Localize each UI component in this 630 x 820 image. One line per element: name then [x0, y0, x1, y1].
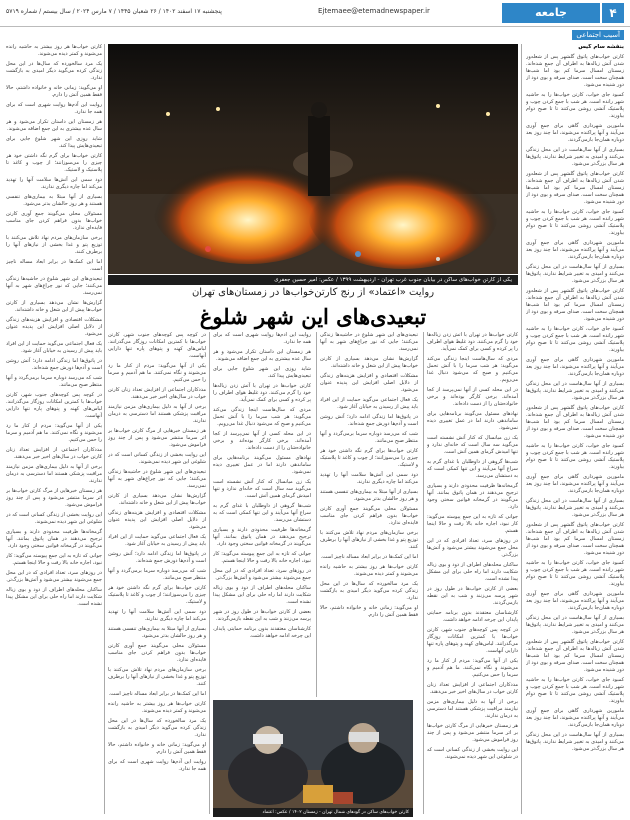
left-paragraph: گرمخانه‌ها ظرفیت محدودی دارند و بسیاری ترجیح می‌دهند در همان پاتوق بمانند. آنها می‌گویند در گرمخانه قوانین سختی وجود دارد.: [6, 529, 102, 549]
sidebar-paragraph: مامورین شهرداری گاهی برای جمع آوری می‌آیند و آنها پراکنده می‌شوند، اما چند روز بعد دوباره همان‌جا بازمی‌گردند.: [526, 474, 624, 494]
body-paragraph: او می‌گوید: زمانی خانه و خانواده داشتم، حالا فقط همین آتش را دارم.: [108, 742, 206, 755]
body-paragraph: تبعیدی‌های این شهر شلوغ در حاشیه‌ها زندگی می‌کنند؛ جایی که نور چراغ‌های شهر به آنها نمی‌رسد.: [108, 469, 206, 489]
body-paragraph: کارتن خواب‌ها در تهران با آتش زدن زباله‌ها خود را گرم می‌کنند. دود غلیظ هوای اطراف را پر کرده و کسی برای کمک نمی‌آید.: [213, 383, 311, 403]
body-paragraph: برخی سازمان‌های مردم نهاد تلاش می‌کنند با توزیع پتو و غذا بخشی از نیازهای آنها را برطرف کنند.: [320, 530, 418, 550]
sidebar-paragraph: کمبود جای خواب، کارتن خواب‌ها را به حاشیه شهر رانده است. هر شب با جمع کردن چوب و پلاستیک آتشی روشن می‌کنند تا تا صبح دوام بیاورند.: [526, 443, 624, 470]
left-paragraph: شاید روزی این شهر شلوغ جایی برای تبعیدی‌هایش پیدا کند.: [6, 136, 102, 149]
body-paragraph: شب‌ها گروهی از داوطلبان با غذای گرم به سراغ آنها می‌آیند و این تنها کمکی است که به دستشان می‌رسد.: [427, 459, 518, 479]
left-paragraph: هر زمستان این داستان تکرار می‌شود و هر سال عده بیشتری به این جمع اضافه می‌شوند.: [6, 119, 102, 132]
body-paragraph: دود سمی این آتش‌ها سلامت آنها را تهدید می‌کند اما چاره دیگری ندارند.: [320, 472, 418, 485]
body-paragraph: کارتن خواب‌ها در تهران با آتش زدن زباله‌ها خود را گرم می‌کنند. دود غلیظ هوای اطراف را پر کرده و کسی برای کمک نمی‌آید.: [427, 332, 518, 352]
dateline: پنجشنبه ۱۷ اسفند ۱۴۰۲ / ۲۶ شعبان ۱۴۴۵ / ۷ مارس ۲۰۲۴ / سال بیستم / شماره ۵۷۱۹: [6, 8, 222, 15]
body-paragraph: ساکنان محله‌های اطراف از دود و بوی زباله شکایت دارند اما راه حلی برای این مشکل پیدا نشده است.: [213, 585, 311, 605]
left-paragraph: یک فعال اجتماعی می‌گوید حمایت از این افراد باید پیش از رسیدن به خیابان آغاز شود.: [6, 341, 102, 354]
left-paragraph: جوانی که تازه به این جمع پیوسته می‌گوید: کار نبود، اجاره خانه بالا رفت و حالا اینجا هستم.: [6, 553, 102, 566]
sidebar-paragraph: بسیاری از آنها سال‌هاست در این محل زندگی می‌کنند و امیدی به تغییر شرایط ندارند. پاتوق‌ها هر سال بزرگ‌تر می‌شود.: [526, 381, 624, 401]
left-column: [6, 44, 102, 814]
sidebar-paragraph: مامورین شهرداری گاهی برای جمع آوری می‌آیند و آنها پراکنده می‌شوند، اما چند روز بعد دوباره همان‌جا بازمی‌گردند.: [526, 123, 624, 143]
body-paragraph: یکی از آنها می‌گوید: مردم از کنار ما رد می‌شوند و نگاه نمی‌کنند. ما هم آدمیم و سرما را حس می‌کنیم.: [427, 658, 518, 678]
section-title: جامعه: [502, 3, 600, 23]
sidebar-paragraph: بسیاری از آنها سال‌هاست در این محل زندگی می‌کنند و امیدی به تغییر شرایط ندارند. پاتوق‌ها هر سال بزرگ‌تر می‌شود.: [526, 732, 624, 752]
bottom-photo-caption: کارتن خواب‌های ساکن در گودهای شمال تهران - زمستان ۱۴۰۲ / عکس: اعتماد: [213, 808, 413, 817]
left-paragraph: روایت این آدم‌ها روایت شهری است که برای همه جا ندارد.: [6, 102, 102, 115]
page-number: ۴: [602, 3, 624, 23]
body-paragraph: مشکلات اقتصادی و افزایش هزینه‌های زندگی از دلایل اصلی افزایش این پدیده عنوان می‌شود.: [108, 510, 206, 530]
body-paragraph: بسیاری از آنها مبتلا به بیماری‌های تنفسی هستند و هر روز حالشان بدتر می‌شود.: [108, 626, 206, 639]
body-paragraph: شب‌ها گروهی از داوطلبان با غذای گرم به سراغ آنها می‌آیند و این تنها کمکی است که به دستشان می‌رسد.: [213, 503, 311, 523]
body-paragraph: گرمخانه‌ها ظرفیت محدودی دارند و بسیاری ترجیح می‌دهند در همان پاتوق بمانند. آنها می‌گویند در گرمخانه قوانین سختی وجود دارد.: [213, 527, 311, 547]
body-paragraph: او می‌گوید: زمانی خانه و خانواده داشتم، حالا فقط همین آتش را دارم.: [320, 605, 418, 618]
body-paragraph: در روزهای سرد، تعداد افرادی که در این محل جمع می‌شوند بیشتر می‌شود و آتش‌ها بزرگ‌تر.: [213, 568, 311, 581]
photo-caption: یکی از کارتن خواب‌های ساکن در بیابان جنوب غرب تهران - اردیبهشت ۱۳۹۹ / عکس: امیر حسین جعفری: [108, 275, 518, 285]
left-paragraph: این روایت بخشی از زندگی کسانی است که در شلوغی این شهر دیده نمی‌شوند.: [6, 512, 102, 525]
sidebar-paragraph: مامورین شهرداری گاهی برای جمع آوری می‌آیند و آنها پراکنده می‌شوند، اما چند روز بعد دوباره همان‌جا بازمی‌گردند.: [526, 240, 624, 260]
column-divider: [209, 332, 210, 814]
sidebar-paragraph: بسیاری از آنها سال‌هاست در این محل زندگی می‌کنند و امیدی به تغییر شرایط ندارند. پاتوق‌ها هر سال بزرگ‌تر می‌شود.: [526, 264, 624, 284]
left-paragraph: کارتن خواب‌ها هر روز بیشتر به حاشیه رانده می‌شوند و کمتر دیده می‌شوند.: [6, 44, 102, 57]
left-paragraph: دود سمی این آتش‌ها سلامت آنها را تهدید می‌کند اما چاره دیگری ندارند.: [6, 177, 102, 190]
body-paragraph: جوانی که تازه به این جمع پیوسته می‌گوید: کار نبود، اجاره خانه بالا رفت و حالا اینجا هستم.: [213, 551, 311, 564]
body-paragraph: برخی از آنها به دلیل بیماری‌های مزمن نیازمند مراقبت پزشکی هستند اما دسترسی به درمان ندارند.: [427, 699, 518, 719]
body-paragraph: این روایت بخشی از زندگی کسانی است که در شلوغی این شهر دیده نمی‌شوند.: [427, 747, 518, 760]
body-paragraph: مسئولان محلی می‌گویند جمع آوری کارتن خواب‌ها بدون فراهم کردن جای مناسب فایده‌ای ندارد.: [108, 643, 206, 663]
body-paragraph: گزارش‌ها نشان می‌دهد بسیاری از کارتن خواب‌ها پیش از این شغل و خانه داشته‌اند.: [320, 356, 418, 369]
body-paragraph: در پاتوق‌ها اما زندگی ادامه دارد؛ آتش روشن است و آدم‌ها دورش جمع شده‌اند.: [320, 414, 418, 427]
left-paragraph: گزارش‌ها نشان می‌دهد بسیاری از کارتن خواب‌ها پیش از این شغل و خانه داشته‌اند.: [6, 300, 102, 313]
body-paragraph: یک مرد سالخورده که سال‌ها در این محل زندگی کرده می‌گوید دیگر امیدی به بازگشت ندارد.: [320, 581, 418, 601]
left-paragraph: تبعیدی‌های این شهر شلوغ در حاشیه‌ها زندگی می‌کنند؛ جایی که نور چراغ‌های شهر به آنها نمی‌رسد.: [6, 276, 102, 296]
body-paragraph: ساکنان محله‌های اطراف از دود و بوی زباله شکایت دارند اما راه حلی برای این مشکل پیدا نشده است.: [427, 562, 518, 582]
left-paragraph: مشکلات اقتصادی و افزایش هزینه‌های زندگی از دلایل اصلی افزایش این پدیده عنوان می‌شود.: [6, 317, 102, 337]
sidebar-paragraph: مامورین شهرداری گاهی برای جمع آوری می‌آیند و آنها پراکنده می‌شوند، اما چند روز بعد دوباره همان‌جا بازمی‌گردند.: [526, 357, 624, 377]
left-paragraph: مددکاران اجتماعی از افزایش تعداد زنان کارتن خواب در سال‌های اخیر خبر می‌دهند.: [6, 447, 102, 460]
body-paragraph: مسئولان محلی می‌گویند جمع آوری کارتن خواب‌ها بدون فراهم کردن جای مناسب فایده‌ای ندارد.: [320, 506, 418, 526]
sidebar-paragraph: کارتن خواب‌های پاتوق گلشهر پس از شعله‌ور شدن آتش زباله‌ها به اطراف آن جمع شده‌اند. زمستان امسال سرما کم بود اما شب‌ها همچنان سخت است. صدای سرفه و بوی دود از دور شنیده می‌شود.: [526, 54, 624, 88]
bottom-photo: [213, 700, 413, 808]
body-paragraph: بعضی از کارتن خواب‌ها در طول روز در شهر پرسه می‌زنند و شب به این نقطه بازمی‌گردند.: [427, 586, 518, 606]
body-paragraph: اما این کمک‌ها در برابر ابعاد مساله ناچیز است.: [108, 691, 206, 697]
body-paragraph: شب که می‌رسد دوباره سرما برمی‌گردد و آنها منتظر صبح می‌مانند.: [108, 568, 206, 581]
left-paragraph: برخی از آنها به دلیل بیماری‌های مزمن نیازمند مراقبت پزشکی هستند اما دسترسی به درمان ندارند.: [6, 464, 102, 484]
left-paragraph: مسئولان محلی می‌گویند جمع آوری کارتن خواب‌ها بدون فراهم کردن جای مناسب فایده‌ای ندارد.: [6, 211, 102, 231]
body-paragraph: این روایت بخشی از زندگی کسانی است که در شلوغی این شهر دیده نمی‌شوند.: [108, 452, 206, 465]
body-paragraph: جوانی که تازه به این جمع پیوسته می‌گوید: کار نبود، اجاره خانه بالا رفت و حالا اینجا هستم.: [427, 514, 518, 534]
sidebar-paragraph: کمبود جای خواب، کارتن خواب‌ها را به حاشیه شهر رانده است. هر شب با جمع کردن چوب و پلاستیک آتشی روشن می‌کنند تا تا صبح دوام بیاورند.: [526, 677, 624, 704]
sidebar-paragraph: بسیاری از آنها سال‌هاست در این محل زندگی می‌کنند و امیدی به تغییر شرایط ندارند. پاتوق‌ها هر سال بزرگ‌تر می‌شود.: [526, 498, 624, 518]
left-paragraph: در پاتوق‌ها اما زندگی ادامه دارد؛ آتش روشن است و آدم‌ها دورش جمع شده‌اند.: [6, 358, 102, 371]
body-paragraph: کارتن خواب‌ها برای گرم نگه داشتن خود هر چیزی را می‌سوزانند؛ از چوب و کاغذ تا پلاستیک و لاستیک.: [320, 448, 418, 468]
headline-kicker: روایت «اعتماد» از رنج کارتن‌خواب‌ها در زمستان‌های تهران: [191, 287, 435, 298]
body-paragraph: یک فعال اجتماعی می‌گوید حمایت از این افراد باید پیش از رسیدن به خیابان آغاز شود.: [108, 534, 206, 547]
sidebar-paragraph: کارتن خواب‌های پاتوق گلشهر پس از شعله‌ور شدن آتش زباله‌ها به اطراف آن جمع شده‌اند. زمستان امسال سرما کم بود اما شب‌ها همچنان سخت است. صدای سرفه و بوی دود از دور شنیده می‌شود.: [526, 171, 624, 205]
left-paragraph: یک مرد سالخورده که سال‌ها در این محل زندگی کرده می‌گوید دیگر امیدی به بازگشت ندارد.: [6, 61, 102, 81]
left-paragraph: شب که می‌رسد دوباره سرما برمی‌گردد و آنها منتظر صبح می‌مانند.: [6, 375, 102, 388]
body-paragraph: در این محله کسی از آنها نمی‌پرسد از کجا آمده‌اند. برخی کارگر بوده‌اند و برخی خانواده‌شان را از دست داده‌اند.: [427, 387, 518, 407]
column-divider: [104, 44, 105, 814]
left-paragraph: کارتن خواب‌ها برای گرم نگه داشتن خود هر چیزی را می‌سوزانند؛ از چوب و کاغذ تا پلاستیک و لاستیک.: [6, 153, 102, 173]
left-paragraph: در روزهای سرد، تعداد افرادی که در این محل جمع می‌شوند بیشتر می‌شود و آتش‌ها بزرگ‌تر.: [6, 570, 102, 583]
column-divider: [423, 332, 424, 814]
sidebar-paragraph: کارتن خواب‌های پاتوق گلشهر پس از شعله‌ور شدن آتش زباله‌ها به اطراف آن جمع شده‌اند. زمستان امسال سرما کم بود اما شب‌ها همچنان سخت است. صدای سرفه و بوی دود از دور شنیده می‌شود.: [526, 522, 624, 556]
body-paragraph: بسیاری از آنها مبتلا به بیماری‌های تنفسی هستند و هر روز حالشان بدتر می‌شود.: [320, 489, 418, 502]
left-paragraph: بسیاری از آنها مبتلا به بیماری‌های تنفسی هستند و هر روز حالشان بدتر می‌شود.: [6, 194, 102, 207]
section-email[interactable]: Ejtemaee@etemadnewspaper.ir: [318, 7, 430, 15]
body-paragraph: اما این کمک‌ها در برابر ابعاد مساله ناچیز است.: [320, 554, 418, 560]
sidebar-paragraph: کمبود جای خواب، کارتن خواب‌ها را به حاشیه شهر رانده است. هر شب با جمع کردن چوب و پلاستیک آتشی روشن می‌کنند تا تا صبح دوام بیاورند.: [526, 560, 624, 587]
left-paragraph: هر زمستان خبرهایی از مرگ کارتن خواب‌ها بر اثر سرما منتشر می‌شود و پس از چند روز فراموش می‌شود.: [6, 488, 102, 508]
people-image: [213, 700, 413, 808]
body-paragraph: نهادهای مسئول می‌گویند برنامه‌هایی برای ساماندهی دارند اما در عمل تغییری دیده نمی‌شود.: [427, 411, 518, 431]
body-paragraph: مردی که سال‌هاست اینجا زندگی می‌کند می‌گوید: هر شب سرما را با آتش تحمل می‌کنیم و صبح که می‌شود دنبال غذا می‌رویم.: [427, 356, 518, 383]
body-paragraph: در کوچه پس کوچه‌های جنوب شهر، کارتن خواب‌ها با کمترین امکانات روزگار می‌گذرانند. لباس‌های کهنه و پتوهای پاره تنها دارایی آنهاست.: [427, 627, 518, 654]
body-paragraph: هر زمستان خبرهایی از مرگ کارتن خواب‌ها بر اثر سرما منتشر می‌شود و پس از چند روز فراموش می‌شود.: [108, 428, 206, 448]
column-divider: [521, 44, 522, 814]
body-paragraph: مردی که سال‌هاست اینجا زندگی می‌کند می‌گوید: هر شب سرما را با آتش تحمل می‌کنیم و صبح که می‌شود دنبال غذا می‌رویم.: [213, 407, 311, 427]
body-paragraph: برخی سازمان‌های مردم نهاد تلاش می‌کنند با توزیع پتو و غذا بخشی از نیازهای آنها را برطرف کنند.: [108, 667, 206, 687]
body-paragraph: یک فعال اجتماعی می‌گوید حمایت از این افراد باید پیش از رسیدن به خیابان آغاز شود.: [320, 397, 418, 410]
body-paragraph: یکی از آنها می‌گوید: مردم از کنار ما رد می‌شوند و نگاه نمی‌کنند. ما هم آدمیم و سرما را حس می‌کنیم.: [108, 363, 206, 383]
headline-title: تبعیدی‌های این شهر شلوغ: [199, 304, 427, 329]
sidebar-paragraph: مامورین شهرداری گاهی برای جمع آوری می‌آیند و آنها پراکنده می‌شوند، اما چند روز بعد دوباره همان‌جا بازمی‌گردند.: [526, 708, 624, 728]
left-paragraph: برخی سازمان‌های مردم نهاد تلاش می‌کنند با توزیع پتو و غذا بخشی از نیازهای آنها را برطرف کنند.: [6, 235, 102, 255]
body-paragraph: کارتن خواب‌ها هر روز بیشتر به حاشیه رانده می‌شوند و کمتر دیده می‌شوند.: [320, 564, 418, 577]
sidebar-paragraph: مامورین شهرداری گاهی برای جمع آوری می‌آیند و آنها پراکنده می‌شوند، اما چند روز بعد دوباره همان‌جا بازمی‌گردند.: [526, 591, 624, 611]
body-paragraph: تبعیدی‌های این شهر شلوغ در حاشیه‌ها زندگی می‌کنند؛ جایی که نور چراغ‌های شهر به آنها نمی‌رسد.: [320, 332, 418, 352]
body-paragraph: هر زمستان خبرهایی از مرگ کارتن خواب‌ها بر اثر سرما منتشر می‌شود و پس از چند روز فراموش می‌شود.: [427, 723, 518, 743]
body-paragraph: کارشناسان معتقدند بدون برنامه حمایتی پایدار، این چرخه ادامه خواهد داشت.: [213, 626, 311, 639]
body-paragraph: نهادهای مسئول می‌گویند برنامه‌هایی برای ساماندهی دارند اما در عمل تغییری دیده نمی‌شود.: [213, 455, 311, 475]
body-paragraph: یک زن میانسال که کنار آتش نشسته است می‌گوید سه سال است که خانه‌ای ندارد و تنها امیدش گرمای همین آتش است.: [213, 479, 311, 499]
sidebar-paragraph: کمبود جای خواب، کارتن خواب‌ها را به حاشیه شهر رانده است. هر شب با جمع کردن چوب و پلاستیک آتشی روشن می‌کنند تا تا صبح دوام بیاورند.: [526, 209, 624, 236]
sidebar-paragraph: کمبود جای خواب، کارتن خواب‌ها را به حاشیه شهر رانده است. هر شب با جمع کردن چوب و پلاستیک آتشی روشن می‌کنند تا تا صبح دوام بیاورند.: [526, 92, 624, 119]
body-column-2: [320, 332, 418, 697]
body-column-4: [108, 332, 206, 814]
body-paragraph: شاید روزی این شهر شلوغ جایی برای تبعیدی‌هایش پیدا کند.: [213, 366, 311, 379]
body-paragraph: گرمخانه‌ها ظرفیت محدودی دارند و بسیاری ترجیح می‌دهند در همان پاتوق بمانند. آنها می‌گویند در گرمخانه قوانین سختی وجود دارد.: [427, 483, 518, 510]
sidebar-paragraph: کمبود جای خواب، کارتن خواب‌ها را به حاشیه شهر رانده است. هر شب با جمع کردن چوب و پلاستیک آتشی روشن می‌کنند تا تا صبح دوام بیاورند.: [526, 326, 624, 353]
sidebar-paragraph: بسیاری از آنها سال‌هاست در این محل زندگی می‌کنند و امیدی به تغییر شرایط ندارند. پاتوق‌ها هر سال بزرگ‌تر می‌شود.: [526, 147, 624, 167]
sidebar-byline: بنفشه سام گیس: [578, 44, 624, 50]
body-paragraph: مددکاران اجتماعی از افزایش تعداد زنان کارتن خواب در سال‌های اخیر خبر می‌دهند.: [427, 682, 518, 695]
body-paragraph: روایت این آدم‌ها روایت شهری است که برای همه جا ندارد.: [108, 759, 206, 772]
sidebar-tag: آسیب اجتماعی: [572, 30, 624, 40]
fire-scene-image: [108, 44, 518, 274]
body-paragraph: کارتن خواب‌ها هر روز بیشتر به حاشیه رانده می‌شوند و کمتر دیده می‌شوند.: [108, 701, 206, 714]
body-paragraph: شب که می‌رسد دوباره سرما برمی‌گردد و آنها منتظر صبح می‌مانند.: [320, 431, 418, 444]
body-paragraph: برخی از آنها به دلیل بیماری‌های مزمن نیازمند مراقبت پزشکی هستند اما دسترسی به درمان ندارند.: [108, 404, 206, 424]
left-paragraph: در کوچه پس کوچه‌های جنوب شهر، کارتن خواب‌ها با کمترین امکانات روزگار می‌گذرانند. لباس‌های کهنه و پتوهای پاره تنها دارایی آنهاست.: [6, 392, 102, 419]
sidebar-column: [526, 44, 624, 814]
body-paragraph: کارشناسان معتقدند بدون برنامه حمایتی پایدار، این چرخه ادامه خواهد داشت.: [427, 610, 518, 623]
body-paragraph: یک مرد سالخورده که سال‌ها در این محل زندگی کرده می‌گوید دیگر امیدی به بازگشت ندارد.: [108, 718, 206, 738]
sidebar-paragraph: بسیاری از آنها سال‌هاست در این محل زندگی می‌کنند و امیدی به تغییر شرایط ندارند. پاتوق‌ها هر سال بزرگ‌تر می‌شود.: [526, 615, 624, 635]
body-paragraph: گزارش‌ها نشان می‌دهد بسیاری از کارتن خواب‌ها پیش از این شغل و خانه داشته‌اند.: [108, 493, 206, 506]
left-paragraph: اما این کمک‌ها در برابر ابعاد مساله ناچیز است.: [6, 259, 102, 272]
body-column-3: [213, 332, 311, 697]
sidebar-paragraph: کارتن خواب‌های پاتوق گلشهر پس از شعله‌ور شدن آتش زباله‌ها به اطراف آن جمع شده‌اند. زمستان امسال سرما کم بود اما شب‌ها همچنان سخت است. صدای سرفه و بوی دود از دور شنیده می‌شود.: [526, 288, 624, 322]
body-paragraph: در کوچه پس کوچه‌های جنوب شهر، کارتن خواب‌ها با کمترین امکانات روزگار می‌گذرانند. لباس‌های کهنه و پتوهای پاره تنها دارایی آنهاست.: [108, 332, 206, 359]
body-paragraph: در پاتوق‌ها اما زندگی ادامه دارد؛ آتش روشن است و آدم‌ها دورش جمع شده‌اند.: [108, 551, 206, 564]
body-paragraph: دود سمی این آتش‌ها سلامت آنها را تهدید می‌کند اما چاره دیگری ندارند.: [108, 609, 206, 622]
body-paragraph: بعضی از کارتن خواب‌ها در طول روز در شهر پرسه می‌زنند و شب به این نقطه بازمی‌گردند.: [213, 609, 311, 622]
body-paragraph: مددکاران اجتماعی از افزایش تعداد زنان کارتن خواب در سال‌های اخیر خبر می‌دهند.: [108, 387, 206, 400]
main-photo: [108, 44, 518, 274]
left-paragraph: ساکنان محله‌های اطراف از دود و بوی زباله شکایت دارند اما راه حلی برای این مشکل پیدا نشده است.: [6, 587, 102, 607]
sidebar-paragraph: کارتن خواب‌های پاتوق گلشهر پس از شعله‌ور شدن آتش زباله‌ها به اطراف آن جمع شده‌اند. زمستان امسال سرما کم بود اما شب‌ها همچنان سخت است. صدای سرفه و بوی دود از دور شنیده می‌شود.: [526, 639, 624, 673]
left-paragraph: او می‌گوید: زمانی خانه و خانواده داشتم، حالا فقط همین آتش را دارم.: [6, 85, 102, 98]
body-paragraph: در روزهای سرد، تعداد افرادی که در این محل جمع می‌شوند بیشتر می‌شود و آتش‌ها بزرگ‌تر.: [427, 538, 518, 558]
body-paragraph: در این محله کسی از آنها نمی‌پرسد از کجا آمده‌اند. برخی کارگر بوده‌اند و برخی خانواده‌شان را از دست داده‌اند.: [213, 431, 311, 451]
sidebar-paragraph: کارتن خواب‌های پاتوق گلشهر پس از شعله‌ور شدن آتش زباله‌ها به اطراف آن جمع شده‌اند. زمستان امسال سرما کم بود اما شب‌ها همچنان سخت است. صدای سرفه و بوی دود از دور شنیده می‌شود.: [526, 405, 624, 439]
body-paragraph: یک زن میانسال که کنار آتش نشسته است می‌گوید سه سال است که خانه‌ای ندارد و تنها امیدش گرمای همین آتش است.: [427, 435, 518, 455]
body-paragraph: مشکلات اقتصادی و افزایش هزینه‌های زندگی از دلایل اصلی افزایش این پدیده عنوان می‌شود.: [320, 373, 418, 393]
page-header: [0, 0, 630, 27]
body-column-1: [427, 332, 518, 814]
body-paragraph: روایت این آدم‌ها روایت شهری است که برای همه جا ندارد.: [213, 332, 311, 345]
column-divider: [316, 332, 317, 697]
body-paragraph: هر زمستان این داستان تکرار می‌شود و هر سال عده بیشتری به این جمع اضافه می‌شوند.: [213, 349, 311, 362]
left-paragraph: یکی از آنها می‌گوید: مردم از کنار ما رد می‌شوند و نگاه نمی‌کنند. ما هم آدمیم و سرما را حس می‌کنیم.: [6, 423, 102, 443]
body-paragraph: کارتن خواب‌ها برای گرم نگه داشتن خود هر چیزی را می‌سوزانند؛ از چوب و کاغذ تا پلاستیک و لاستیک.: [108, 585, 206, 605]
